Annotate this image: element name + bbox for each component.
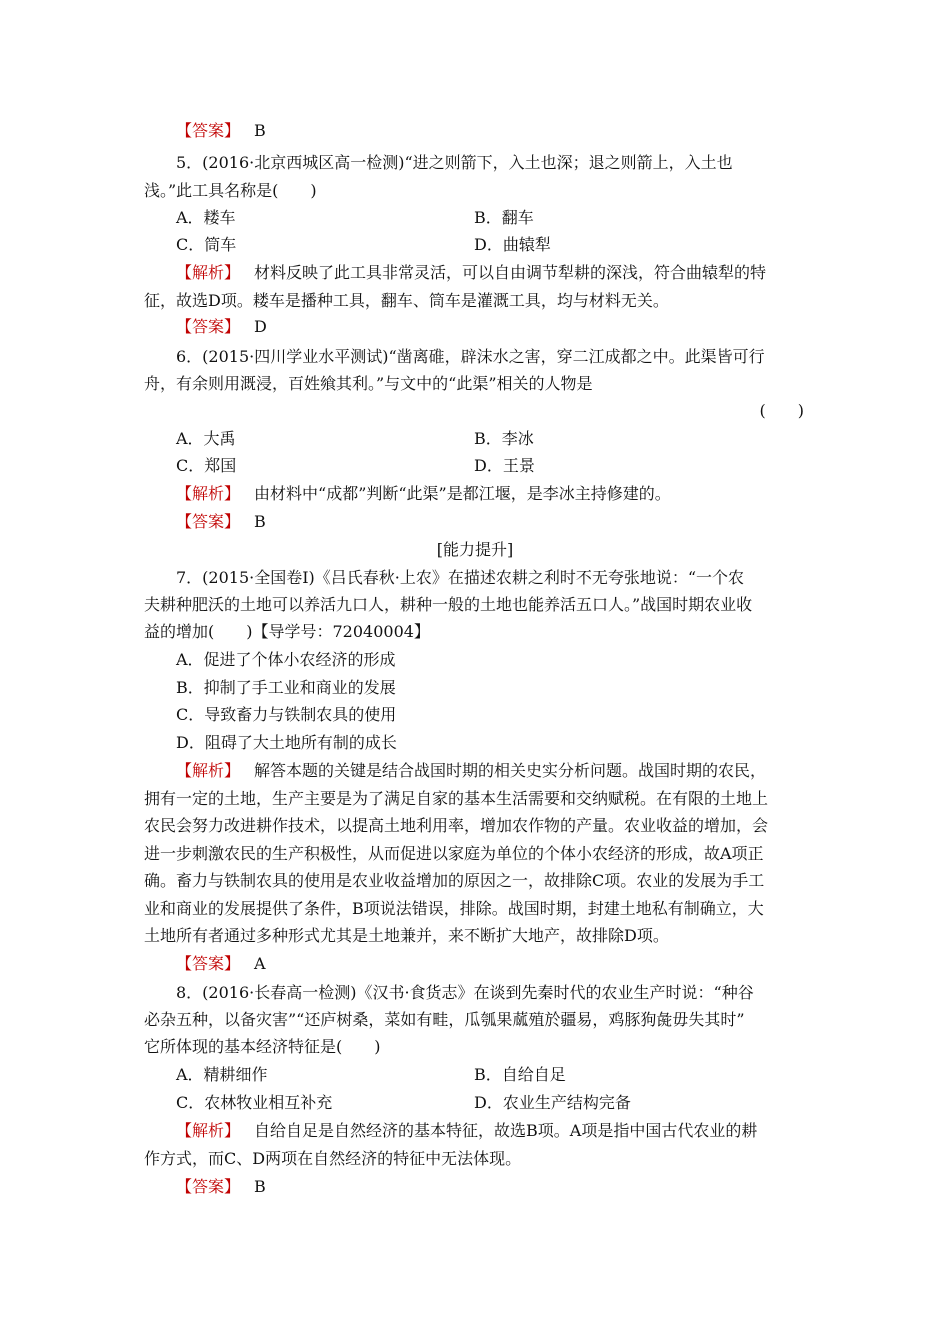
answer-value: A xyxy=(254,954,266,973)
analysis-line xyxy=(176,483,671,505)
option-a: A．耧车 xyxy=(176,208,236,227)
analysis-tag: 【解析】 xyxy=(176,761,241,780)
answer-tag: 【答案】 xyxy=(176,317,241,336)
analysis-text: 确。畜力与铁制农具的使用是农业收益增加的原因之一，故排除C项。农业的发展为手工 xyxy=(144,871,765,890)
question-stem: 益的增加( )【导学号：72040004】 xyxy=(144,622,430,641)
analysis-line xyxy=(176,1120,757,1142)
analysis-text: 农民会努力改进耕作技术，以提高土地利用率，增加农作物的产量。农业收益的增加，会 xyxy=(144,816,769,835)
analysis-text: 拥有一定的土地，生产主要是为了满足自家的基本生活需要和交纳赋税。在有限的土地上 xyxy=(144,789,769,808)
analysis-text: 由材料中“成都”判断“此渠”是都江堰，是李冰主持修建的。 xyxy=(254,484,671,503)
analysis-text: 征，故选D项。耧车是播种工具，翻车、筒车是灌溉工具，均与材料无关。 xyxy=(144,291,669,310)
question-stem: 它所体现的基本经济特征是( ) xyxy=(144,1037,381,1056)
analysis-line xyxy=(176,262,766,284)
option-d: D．王景 xyxy=(474,456,535,475)
answer-value: D xyxy=(254,317,267,336)
question-stem: 8．(2016·长春高一检测)《汉书·食货志》在谈到先秦时代的农业生产时说：“种谷 xyxy=(176,983,754,1002)
option-b: B．翻车 xyxy=(474,208,534,227)
option-c: C．筒车 xyxy=(176,235,237,254)
analysis-text: 作方式，而C、D两项在自然经济的特征中无法体现。 xyxy=(144,1149,522,1168)
analysis-text: 业和商业的发展提供了条件，B项说法错误，排除。战国时期，封建土地私有制确立，大 xyxy=(144,899,764,918)
answer-line xyxy=(176,511,266,533)
question-stem: 5．(2016·北京西城区高一检测)“进之则箭下，入土也深；退之则箭上，入土也 xyxy=(176,153,733,172)
analysis-tag: 【解析】 xyxy=(176,484,241,503)
option-b: B．抑制了手工业和商业的发展 xyxy=(176,678,396,697)
analysis-line xyxy=(176,760,766,782)
answer-line xyxy=(176,120,266,142)
option-a: A．精耕细作 xyxy=(176,1065,268,1084)
analysis-text: 进一步刺激农民的生产积极性，从而促进以家庭为单位的个体小农经济的形成，故A项正 xyxy=(144,844,764,863)
answer-tag: 【答案】 xyxy=(176,954,241,973)
question-stem: 6．(2015·四川学业水平测试)“凿离碓，辟沫水之害，穿二江成都之中。此渠皆可行 xyxy=(176,347,765,366)
analysis-text: 材料反映了此工具非常灵活，可以自由调节犁耕的深浅，符合曲辕犁的特 xyxy=(254,263,767,282)
question-stem: 浅。”此工具名称是( ) xyxy=(144,181,317,200)
answer-value: B xyxy=(254,512,266,531)
section-title: [能力提升] xyxy=(436,540,514,559)
answer-value: B xyxy=(254,1177,266,1196)
option-c: C．农林牧业相互补充 xyxy=(176,1093,333,1112)
question-stem: 7．(2015·全国卷Ⅰ)《吕氏春秋·上农》在描述农耕之利时不无夸张地说：“一个农 xyxy=(176,568,745,587)
answer-line xyxy=(176,1176,266,1198)
option-b: B．自给自足 xyxy=(474,1065,566,1084)
answer-tag: 【答案】 xyxy=(176,121,241,140)
option-c: C．导致畜力与铁制农具的使用 xyxy=(176,705,397,724)
answer-parenthesis: ( ) xyxy=(759,401,804,420)
analysis-text: 土地所有者通过多种形式尤其是土地兼并，来不断扩大地产，故排除D项。 xyxy=(144,926,669,945)
option-a: A．大禹 xyxy=(176,429,236,448)
analysis-tag: 【解析】 xyxy=(176,263,241,282)
analysis-text: 解答本题的关键是结合战国时期的相关史实分析问题。战国时期的农民， xyxy=(254,761,767,780)
answer-tag: 【答案】 xyxy=(176,512,241,531)
answer-line xyxy=(176,316,267,338)
option-d: D．阻碍了大土地所有制的成长 xyxy=(176,733,397,752)
option-d: D．曲辕犁 xyxy=(474,235,551,254)
option-b: B．李冰 xyxy=(474,429,534,448)
option-a: A．促进了个体小农经济的形成 xyxy=(176,650,396,669)
answer-value: B xyxy=(254,121,266,140)
option-c: C．郑国 xyxy=(176,456,237,475)
question-stem: 舟，有余则用溉浸，百姓飨其利。”与文中的“此渠”相关的人物是 xyxy=(144,374,593,393)
answer-line xyxy=(176,953,266,975)
question-stem: 夫耕种肥沃的土地可以养活九口人，耕种一般的土地也能养活五口人。”战国时期农业收 xyxy=(144,595,753,614)
answer-tag: 【答案】 xyxy=(176,1177,241,1196)
option-d: D．农业生产结构完备 xyxy=(474,1093,631,1112)
question-stem: 必杂五种，以备灾害”“还庐树桑，菜如有畦，瓜瓠果蓏殖於疆易，鸡豚狗彘毋失其时” xyxy=(144,1010,745,1029)
analysis-text: 自给自足是自然经济的基本特征，故选B项。A项是指中国古代农业的耕 xyxy=(254,1121,758,1140)
analysis-tag: 【解析】 xyxy=(176,1121,241,1140)
